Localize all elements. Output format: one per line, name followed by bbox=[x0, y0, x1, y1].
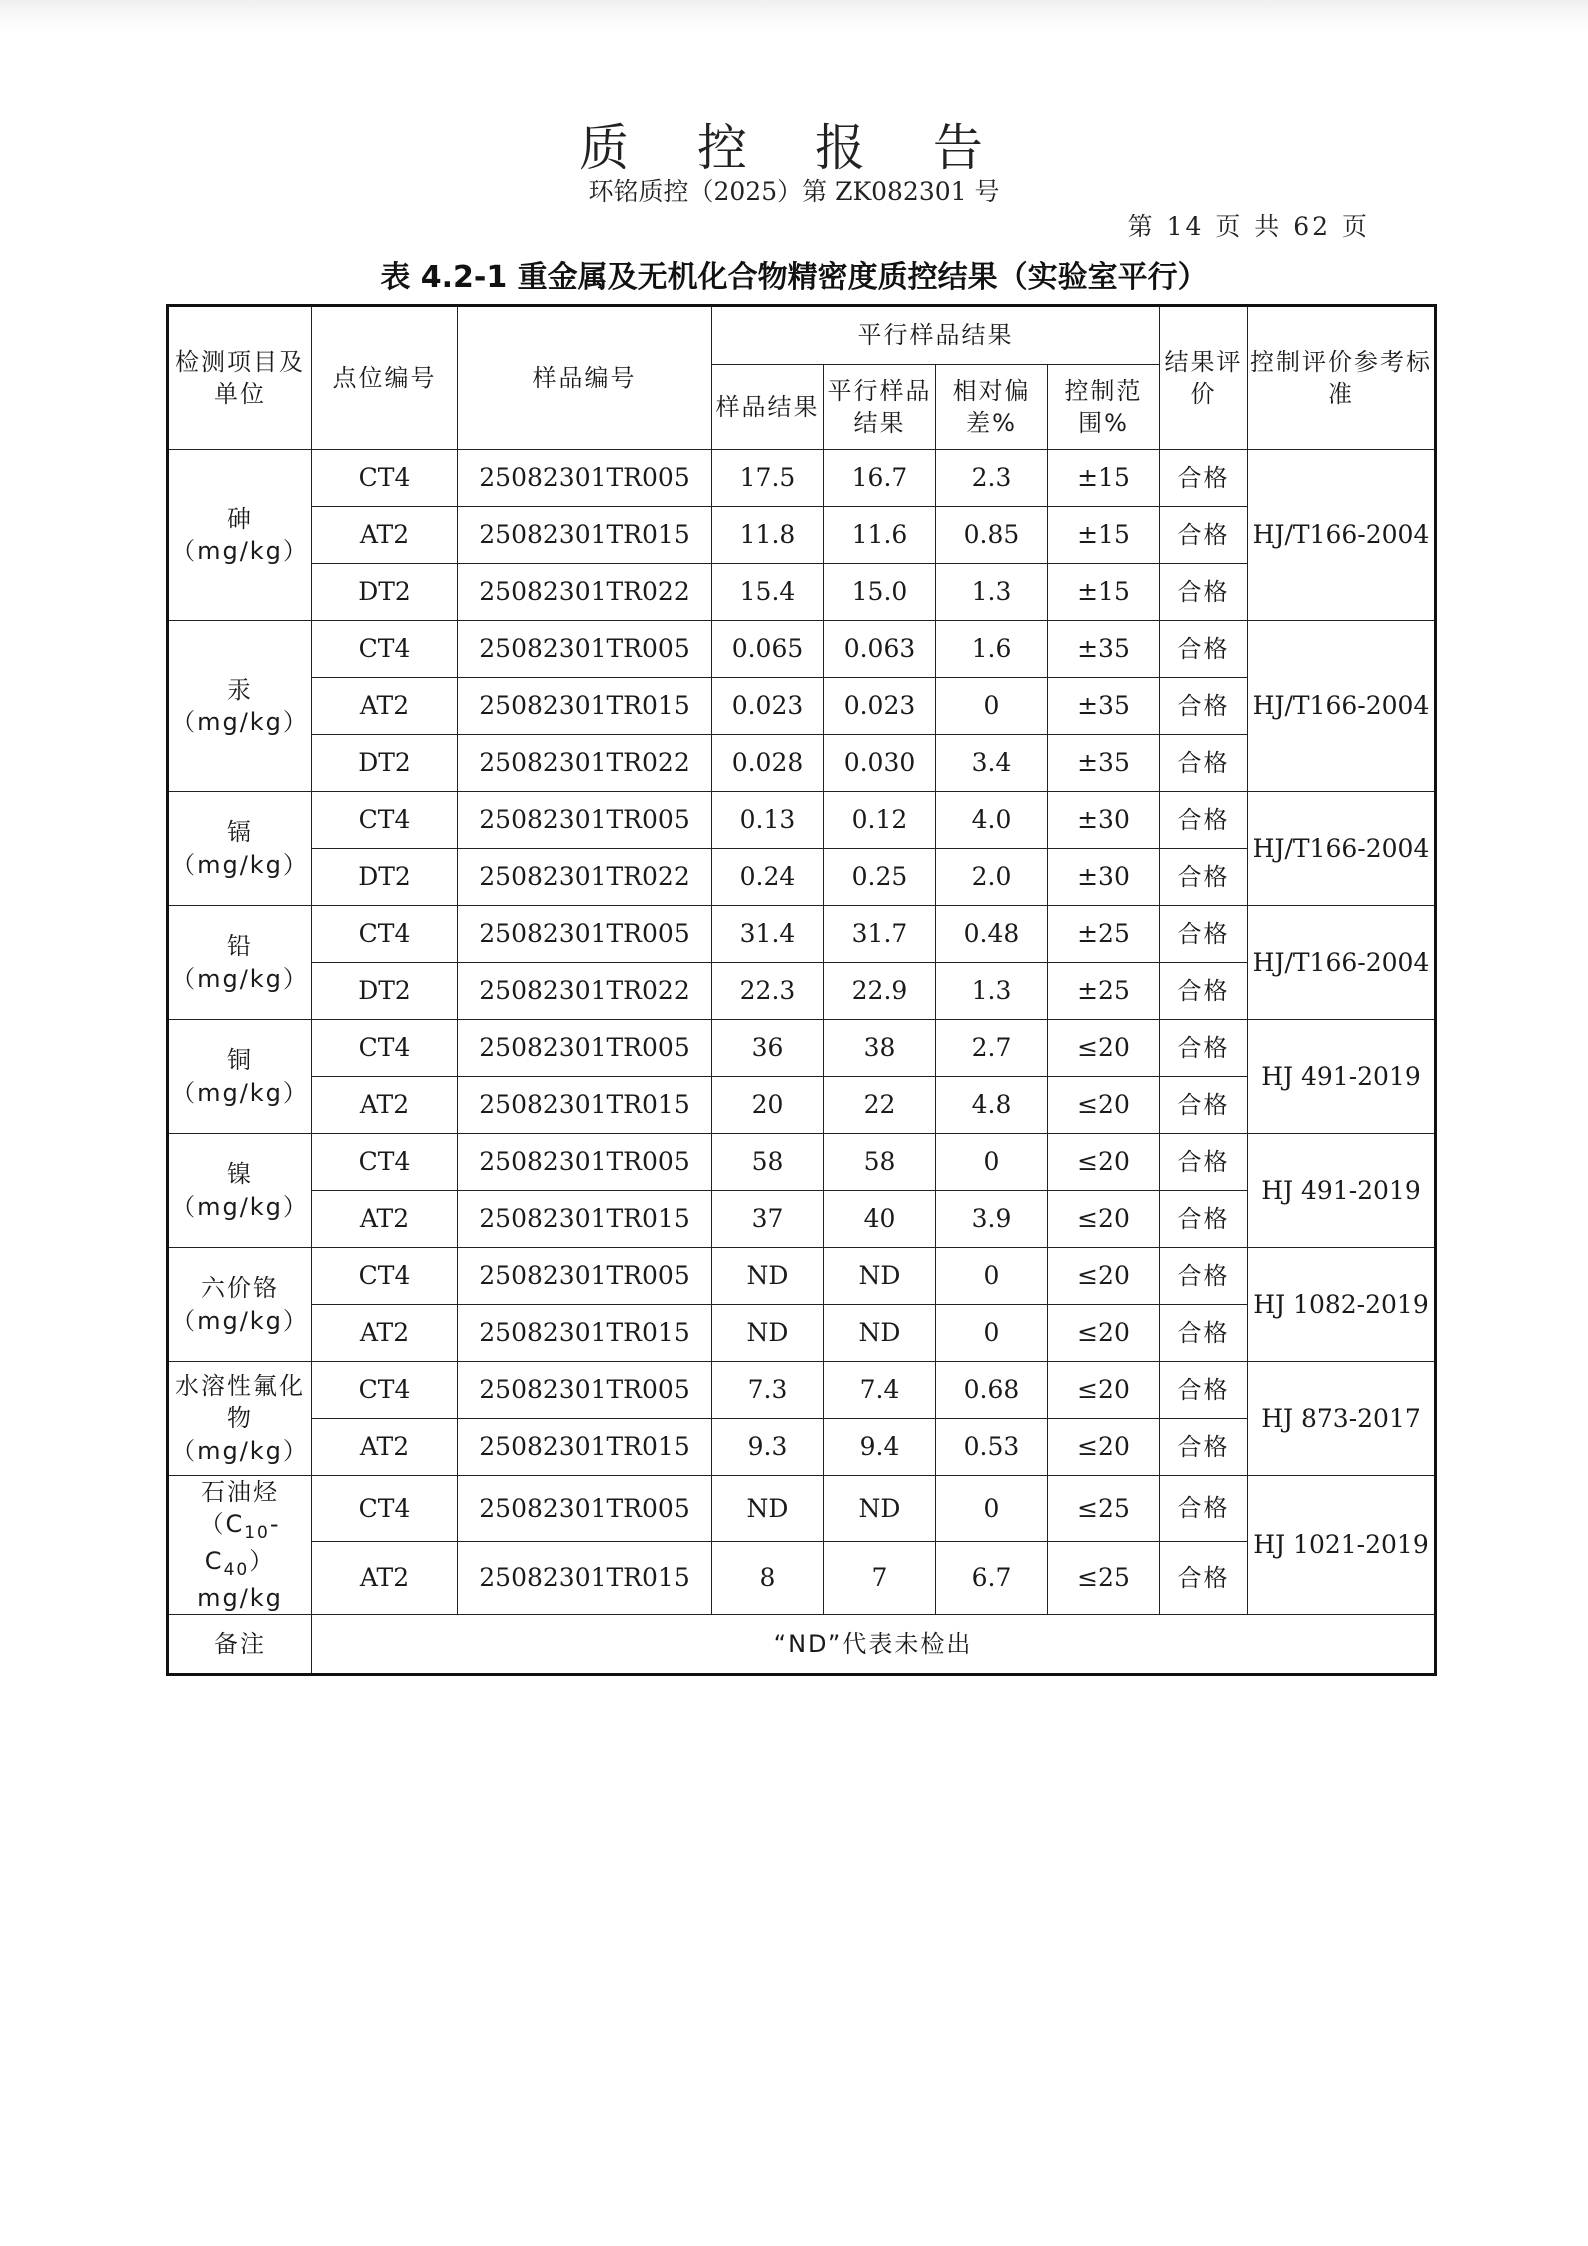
col-header-parallel-result: 平行样品结果 bbox=[824, 365, 936, 450]
sample-id-cell: 25082301TR005 bbox=[458, 1362, 712, 1419]
sample-id-cell: 25082301TR022 bbox=[458, 735, 712, 792]
control-range-cell: ±35 bbox=[1048, 735, 1160, 792]
evaluation-cell: 合格 bbox=[1160, 1542, 1248, 1615]
table-row bbox=[168, 735, 1436, 792]
table-row bbox=[168, 1419, 1436, 1476]
col-header-sample-result: 样品结果 bbox=[712, 365, 824, 450]
table-row bbox=[168, 1542, 1436, 1615]
evaluation-cell: 合格 bbox=[1160, 1020, 1248, 1077]
parallel-result-cell: 7.4 bbox=[824, 1362, 936, 1419]
sample-id-cell: 25082301TR015 bbox=[458, 1077, 712, 1134]
parallel-result-cell: 15.0 bbox=[824, 564, 936, 621]
item-name: 水溶性氟化 bbox=[175, 1371, 305, 1400]
item-name: 砷 bbox=[227, 504, 253, 533]
sample-id-cell: 25082301TR005 bbox=[458, 1248, 712, 1305]
page-info: 第 14 页 共 62 页 bbox=[1127, 212, 1370, 241]
standard-cell: HJ 873-2017 bbox=[1248, 1362, 1436, 1476]
table-row bbox=[168, 678, 1436, 735]
control-range-cell: ≤20 bbox=[1048, 1077, 1160, 1134]
point-cell: DT2 bbox=[312, 735, 458, 792]
col-header-parallel-group: 平行样品结果 bbox=[712, 306, 1160, 365]
item-cell bbox=[168, 1134, 312, 1248]
sample-result-cell: 0.13 bbox=[712, 792, 824, 849]
evaluation-cell: 合格 bbox=[1160, 849, 1248, 906]
point-cell: AT2 bbox=[312, 1191, 458, 1248]
col-header-item: 检测项目及单位 bbox=[168, 306, 312, 450]
sample-id-cell: 25082301TR005 bbox=[458, 621, 712, 678]
evaluation-cell: 合格 bbox=[1160, 906, 1248, 963]
sample-result-cell: 22.3 bbox=[712, 963, 824, 1020]
item-cell bbox=[168, 1362, 312, 1476]
rel-dev-cell: 0 bbox=[936, 1134, 1048, 1191]
sample-id-cell: 25082301TR022 bbox=[458, 849, 712, 906]
point-cell: CT4 bbox=[312, 450, 458, 507]
parallel-result-cell: 0.063 bbox=[824, 621, 936, 678]
col-header-control-range: 控制范围% bbox=[1048, 365, 1160, 450]
scan-edge bbox=[0, 0, 1588, 34]
rel-dev-cell: 0 bbox=[936, 1248, 1048, 1305]
evaluation-cell: 合格 bbox=[1160, 792, 1248, 849]
evaluation-cell: 合格 bbox=[1160, 507, 1248, 564]
control-range-cell: ±30 bbox=[1048, 792, 1160, 849]
item-cell bbox=[168, 906, 312, 1020]
sample-result-cell: 0.028 bbox=[712, 735, 824, 792]
control-range-cell: ±25 bbox=[1048, 906, 1160, 963]
control-range-cell: ≤20 bbox=[1048, 1305, 1160, 1362]
parallel-result-cell: 11.6 bbox=[824, 507, 936, 564]
col-header-point: 点位编号 bbox=[312, 306, 458, 450]
item-unit: （mg/kg） bbox=[171, 1078, 309, 1107]
parallel-result-cell: 38 bbox=[824, 1020, 936, 1077]
sample-id-cell: 25082301TR015 bbox=[458, 678, 712, 735]
point-cell: AT2 bbox=[312, 678, 458, 735]
evaluation-cell: 合格 bbox=[1160, 1248, 1248, 1305]
point-cell: CT4 bbox=[312, 1476, 458, 1542]
sample-id-cell: 25082301TR005 bbox=[458, 1134, 712, 1191]
table-row bbox=[168, 564, 1436, 621]
point-cell: CT4 bbox=[312, 1248, 458, 1305]
rel-dev-cell: 2.3 bbox=[936, 450, 1048, 507]
item-name: 镍 bbox=[227, 1160, 253, 1189]
evaluation-cell: 合格 bbox=[1160, 1362, 1248, 1419]
point-cell: DT2 bbox=[312, 963, 458, 1020]
note-text: “ND”代表未检出 bbox=[312, 1615, 1436, 1675]
parallel-result-cell: 16.7 bbox=[824, 450, 936, 507]
sample-result-cell: 20 bbox=[712, 1077, 824, 1134]
control-range-cell: ≤20 bbox=[1048, 1191, 1160, 1248]
evaluation-cell: 合格 bbox=[1160, 1077, 1248, 1134]
control-range-cell: ±30 bbox=[1048, 849, 1160, 906]
standard-cell: HJ/T166-2004 bbox=[1248, 621, 1436, 792]
table-row bbox=[168, 450, 1436, 507]
table-row bbox=[168, 963, 1436, 1020]
table-row bbox=[168, 507, 1436, 564]
evaluation-cell: 合格 bbox=[1160, 1419, 1248, 1476]
table-caption: 表 4.2-1 重金属及无机化合物精密度质控结果（实验室平行） bbox=[380, 260, 1208, 295]
item-unit: （mg/kg） bbox=[171, 537, 309, 565]
item-cell bbox=[168, 1020, 312, 1134]
parallel-result-cell: 0.12 bbox=[824, 792, 936, 849]
item-name: 六价铬 bbox=[201, 1274, 279, 1303]
table-row bbox=[168, 792, 1436, 849]
control-range-cell: ≤20 bbox=[1048, 1362, 1160, 1419]
sample-id-cell: 25082301TR015 bbox=[458, 1419, 712, 1476]
sample-id-cell: 25082301TR015 bbox=[458, 1542, 712, 1615]
sample-result-cell: ND bbox=[712, 1305, 824, 1362]
rel-dev-cell: 0.53 bbox=[936, 1419, 1048, 1476]
item-name: 镉 bbox=[227, 818, 253, 847]
rel-dev-cell: 4.0 bbox=[936, 792, 1048, 849]
table-row bbox=[168, 1077, 1436, 1134]
evaluation-cell: 合格 bbox=[1160, 621, 1248, 678]
control-range-cell: ≤20 bbox=[1048, 1020, 1160, 1077]
item-cell bbox=[168, 792, 312, 906]
rel-dev-cell: 2.0 bbox=[936, 849, 1048, 906]
sample-id-cell: 25082301TR022 bbox=[458, 963, 712, 1020]
parallel-result-cell: 58 bbox=[824, 1134, 936, 1191]
sample-result-cell: 7.3 bbox=[712, 1362, 824, 1419]
item-cell bbox=[168, 621, 312, 792]
control-range-cell: ±35 bbox=[1048, 678, 1160, 735]
control-range-cell: ±25 bbox=[1048, 963, 1160, 1020]
evaluation-cell: 合格 bbox=[1160, 735, 1248, 792]
point-cell: AT2 bbox=[312, 1077, 458, 1134]
sample-result-cell: 37 bbox=[712, 1191, 824, 1248]
parallel-result-cell: ND bbox=[824, 1305, 936, 1362]
rel-dev-cell: 3.9 bbox=[936, 1191, 1048, 1248]
rel-dev-cell: 1.6 bbox=[936, 621, 1048, 678]
point-cell: CT4 bbox=[312, 792, 458, 849]
standard-cell: HJ/T166-2004 bbox=[1248, 906, 1436, 1020]
parallel-result-cell: 22 bbox=[824, 1077, 936, 1134]
table-row bbox=[168, 1476, 1436, 1542]
col-header-rel-dev: 相对偏差% bbox=[936, 365, 1048, 450]
note-row bbox=[168, 1615, 1436, 1675]
control-range-cell: ≤25 bbox=[1048, 1476, 1160, 1542]
rel-dev-cell: 0.48 bbox=[936, 906, 1048, 963]
col-header-sample-id: 样品编号 bbox=[458, 306, 712, 450]
report-title: 质 控 报 告 bbox=[579, 119, 1009, 177]
point-cell: CT4 bbox=[312, 1020, 458, 1077]
item-cell bbox=[168, 1248, 312, 1362]
sample-result-cell: 36 bbox=[712, 1020, 824, 1077]
item-cell bbox=[168, 1476, 312, 1615]
item-name: 石油烃 bbox=[201, 1478, 279, 1506]
sample-id-cell: 25082301TR015 bbox=[458, 1305, 712, 1362]
control-range-cell: ≤20 bbox=[1048, 1419, 1160, 1476]
rel-dev-cell: 0 bbox=[936, 1305, 1048, 1362]
sample-result-cell: 0.065 bbox=[712, 621, 824, 678]
table-row bbox=[168, 1020, 1436, 1077]
evaluation-cell: 合格 bbox=[1160, 1476, 1248, 1542]
item-name: 汞 bbox=[227, 675, 253, 704]
parallel-result-cell: 9.4 bbox=[824, 1419, 936, 1476]
qc-results-table bbox=[166, 304, 1437, 1676]
carbon-range-formula: $(C_{10}-C_{40})$ bbox=[199, 1510, 281, 1580]
parallel-result-cell: 0.030 bbox=[824, 735, 936, 792]
sample-result-cell: 58 bbox=[712, 1134, 824, 1191]
col-header-evaluation: 结果评价 bbox=[1160, 306, 1248, 450]
evaluation-cell: 合格 bbox=[1160, 678, 1248, 735]
document-number: 环铭质控（2025）第 ZK082301 号 bbox=[588, 177, 1000, 206]
parallel-result-cell: 22.9 bbox=[824, 963, 936, 1020]
sample-id-cell: 25082301TR005 bbox=[458, 906, 712, 963]
point-cell: DT2 bbox=[312, 564, 458, 621]
table-row bbox=[168, 849, 1436, 906]
parallel-result-cell: 31.7 bbox=[824, 906, 936, 963]
item-unit: 物（mg/kg） bbox=[171, 1404, 309, 1465]
standard-cell: HJ/T166-2004 bbox=[1248, 450, 1436, 621]
control-range-cell: ≤20 bbox=[1048, 1248, 1160, 1305]
parallel-result-cell: 0.023 bbox=[824, 678, 936, 735]
standard-cell: HJ 491-2019 bbox=[1248, 1020, 1436, 1134]
sample-id-cell: 25082301TR005 bbox=[458, 450, 712, 507]
sample-id-cell: 25082301TR015 bbox=[458, 507, 712, 564]
item-unit: （mg/kg） bbox=[171, 1306, 309, 1335]
control-range-cell: ±15 bbox=[1048, 450, 1160, 507]
sample-result-cell: 0.023 bbox=[712, 678, 824, 735]
rel-dev-cell: 6.7 bbox=[936, 1542, 1048, 1615]
point-cell: AT2 bbox=[312, 1419, 458, 1476]
control-range-cell: ≤20 bbox=[1048, 1134, 1160, 1191]
table-row bbox=[168, 1305, 1436, 1362]
point-cell: CT4 bbox=[312, 906, 458, 963]
sample-result-cell: 11.8 bbox=[712, 507, 824, 564]
control-range-cell: ≤25 bbox=[1048, 1542, 1160, 1615]
rel-dev-cell: 0.68 bbox=[936, 1362, 1048, 1419]
item-name: 铅 bbox=[227, 932, 253, 961]
evaluation-cell: 合格 bbox=[1160, 963, 1248, 1020]
table-row bbox=[168, 1191, 1436, 1248]
item-name: 铜 bbox=[227, 1046, 253, 1075]
sample-id-cell: 25082301TR022 bbox=[458, 564, 712, 621]
rel-dev-cell: 4.8 bbox=[936, 1077, 1048, 1134]
col-header-standard: 控制评价参考标准 bbox=[1248, 306, 1436, 450]
sample-result-cell: 0.24 bbox=[712, 849, 824, 906]
table-row bbox=[168, 906, 1436, 963]
point-cell: AT2 bbox=[312, 1305, 458, 1362]
rel-dev-cell: 0 bbox=[936, 678, 1048, 735]
standard-cell: HJ 491-2019 bbox=[1248, 1134, 1436, 1248]
parallel-result-cell: 7 bbox=[824, 1542, 936, 1615]
rel-dev-cell: 1.3 bbox=[936, 564, 1048, 621]
sample-id-cell: 25082301TR005 bbox=[458, 1020, 712, 1077]
table-row bbox=[168, 1362, 1436, 1419]
rel-dev-cell: 2.7 bbox=[936, 1020, 1048, 1077]
sample-id-cell: 25082301TR005 bbox=[458, 792, 712, 849]
parallel-result-cell: ND bbox=[824, 1476, 936, 1542]
standard-cell: HJ 1082-2019 bbox=[1248, 1248, 1436, 1362]
sample-id-cell: 25082301TR005 bbox=[458, 1476, 712, 1542]
evaluation-cell: 合格 bbox=[1160, 564, 1248, 621]
parallel-result-cell: ND bbox=[824, 1248, 936, 1305]
sample-result-cell: 8 bbox=[712, 1542, 824, 1615]
item-unit: （mg/kg） bbox=[171, 1192, 309, 1221]
point-cell: CT4 bbox=[312, 1134, 458, 1191]
header-row-1 bbox=[168, 306, 1436, 365]
item-cell bbox=[168, 450, 312, 621]
point-cell: AT2 bbox=[312, 1542, 458, 1615]
rel-dev-cell: 1.3 bbox=[936, 963, 1048, 1020]
evaluation-cell: 合格 bbox=[1160, 1305, 1248, 1362]
evaluation-cell: 合格 bbox=[1160, 450, 1248, 507]
rel-dev-cell: 0 bbox=[936, 1476, 1048, 1542]
point-cell: DT2 bbox=[312, 849, 458, 906]
parallel-result-cell: 40 bbox=[824, 1191, 936, 1248]
point-cell: CT4 bbox=[312, 621, 458, 678]
rel-dev-cell: 3.4 bbox=[936, 735, 1048, 792]
standard-cell: HJ/T166-2004 bbox=[1248, 792, 1436, 906]
sample-result-cell: 9.3 bbox=[712, 1419, 824, 1476]
sample-result-cell: 15.4 bbox=[712, 564, 824, 621]
item-unit: （mg/kg） bbox=[171, 850, 309, 879]
standard-cell: HJ 1021-2019 bbox=[1248, 1476, 1436, 1615]
item-unit: （mg/kg） bbox=[171, 708, 309, 736]
evaluation-cell: 合格 bbox=[1160, 1191, 1248, 1248]
evaluation-cell: 合格 bbox=[1160, 1134, 1248, 1191]
item-unit: mg/kg bbox=[197, 1583, 283, 1612]
sample-result-cell: 31.4 bbox=[712, 906, 824, 963]
table-row bbox=[168, 1248, 1436, 1305]
control-range-cell: ±15 bbox=[1048, 564, 1160, 621]
parallel-result-cell: 0.25 bbox=[824, 849, 936, 906]
control-range-cell: ±35 bbox=[1048, 621, 1160, 678]
table-row bbox=[168, 1134, 1436, 1191]
note-label: 备注 bbox=[168, 1615, 312, 1675]
sample-result-cell: ND bbox=[712, 1476, 824, 1542]
sample-id-cell: 25082301TR015 bbox=[458, 1191, 712, 1248]
rel-dev-cell: 0.85 bbox=[936, 507, 1048, 564]
point-cell: AT2 bbox=[312, 507, 458, 564]
sample-result-cell: ND bbox=[712, 1248, 824, 1305]
item-unit: （mg/kg） bbox=[171, 964, 309, 993]
sample-result-cell: 17.5 bbox=[712, 450, 824, 507]
control-range-cell: ±15 bbox=[1048, 507, 1160, 564]
table-row bbox=[168, 621, 1436, 678]
point-cell: CT4 bbox=[312, 1362, 458, 1419]
